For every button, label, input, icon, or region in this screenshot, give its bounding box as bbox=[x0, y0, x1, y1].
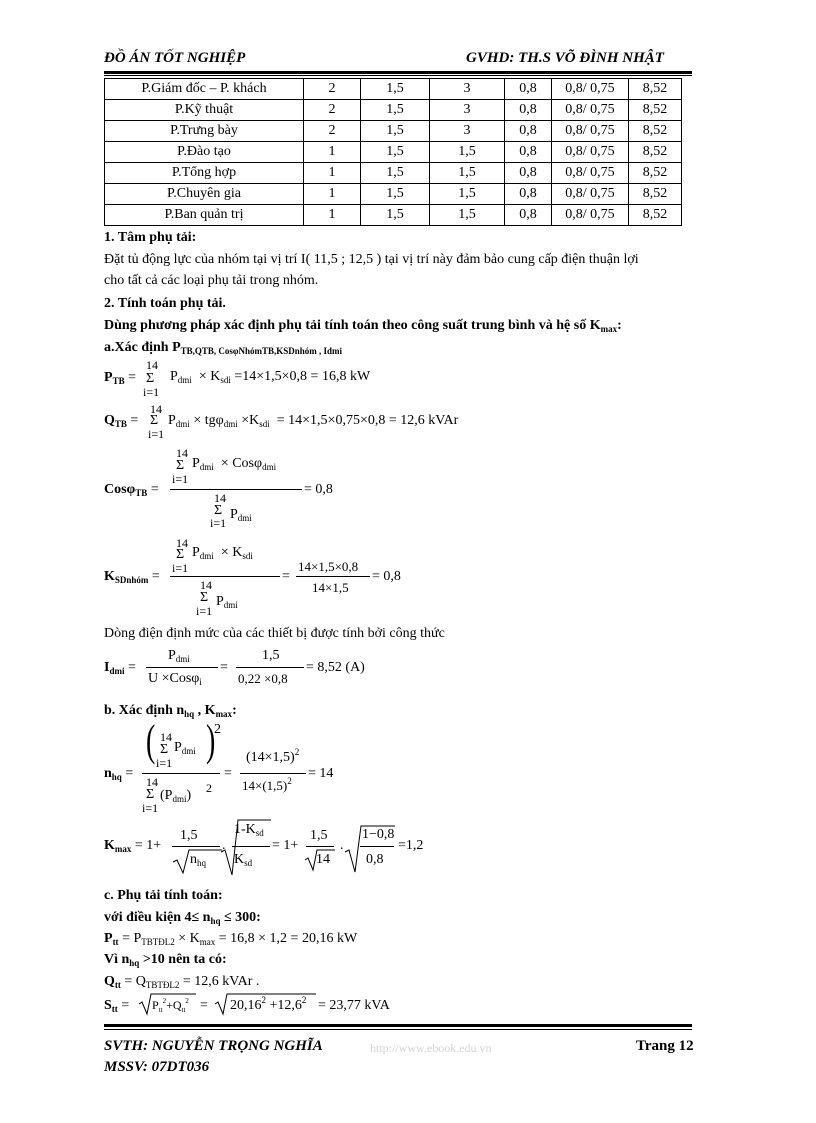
footer-student: SVTH: NGUYỄN TRỌNG NGHĨA bbox=[104, 1038, 323, 1054]
kmax-frac-bar bbox=[360, 846, 394, 847]
nhq-den-exp: 2 bbox=[206, 781, 212, 795]
table-cell: P.Giám đốc – P. khách bbox=[105, 79, 304, 100]
table-cell: 0,8 bbox=[505, 184, 552, 205]
stt-radicand: $20,16^2 +12,6^2$ bbox=[230, 995, 307, 1013]
table-cell: 0,8/ 0,75 bbox=[552, 100, 629, 121]
nhq-num-terms: $P_{dmi}$ bbox=[174, 740, 196, 756]
sec1-line1: Đặt tủ động lực của nhóm tại vị trí I( 11,5 ; 12,5 ) tại vị trí này đảm bảo cung cấp điện thuận lợi bbox=[104, 252, 639, 267]
qtb-terms: $P_{dmi} \times tg\varphi_{dmi} \times K_{sdi} = 14\times 1,5\times 0,75\times 0,8 = 12,6$ kVAr bbox=[168, 413, 459, 429]
footer-rule-thin bbox=[104, 1029, 692, 1030]
table-cell: 1,5 bbox=[361, 100, 430, 121]
ksd-num-value: 14×1,5×0,8 bbox=[298, 559, 359, 574]
load-table bbox=[104, 78, 682, 226]
ksd-num-sum-bottom: i=1 bbox=[172, 561, 189, 575]
ksd-den-sigma: Σ bbox=[200, 590, 209, 605]
stt-eq: = bbox=[200, 998, 208, 1013]
table-cell: 0,8 bbox=[505, 100, 552, 121]
stt-inner: $P_{tt}^2+Q_{tt}^2$ bbox=[152, 997, 189, 1014]
kmax-bar bbox=[172, 846, 220, 847]
nhq-eq: = bbox=[224, 766, 232, 781]
table-cell: 1,5 bbox=[361, 121, 430, 142]
table-cell: 0,8 bbox=[505, 163, 552, 184]
vi-line: Vì $n_{hq} >10$ nên ta có: bbox=[104, 952, 227, 968]
table-cell: 0,8/ 0,75 bbox=[552, 142, 629, 163]
kmax-nhq: $n_{hq}$ bbox=[190, 852, 206, 868]
table-cell: 0,8 bbox=[505, 205, 552, 226]
ksd-value-bar bbox=[296, 576, 370, 577]
idmi-intro: Dòng điện định mức của các thiết bị được tính bởi công thức bbox=[104, 626, 445, 641]
nhq-num-exp: 2 bbox=[214, 722, 221, 737]
idmi-den-sym: U ×Cosφ$_i$ bbox=[148, 671, 202, 687]
stt-line: $S_{tt}$ = bbox=[104, 998, 130, 1014]
secb-title: b. Xác định $n_{hq}$ , $K_{max}$: bbox=[104, 703, 237, 719]
ptt-line: $P_{tt} = P_{TBTĐL2} \times K_{max} = 16,8 \times 1,2 = 20,16$ kW bbox=[104, 931, 358, 947]
idmi-num-sym: $P_{dmi}$ bbox=[168, 648, 190, 664]
ksd-den-terms: $P_{dmi}$ bbox=[216, 594, 238, 610]
cos-num-sum-top: 14 bbox=[176, 446, 188, 460]
kmax-1-minus: 1−0,8 bbox=[362, 827, 395, 842]
table-cell: 1,5 bbox=[361, 163, 430, 184]
nhq-den-sum-bottom: i=1 bbox=[142, 801, 159, 815]
table-cell: 1 bbox=[304, 205, 361, 226]
footer-url[interactable]: http://www.ebook.edu.vn bbox=[370, 1041, 492, 1055]
ksd-den-sum-top: 14 bbox=[200, 578, 212, 592]
nhq-den-value: $14\times(1,5)^2$ bbox=[242, 776, 292, 793]
table-cell: 3 bbox=[430, 100, 505, 121]
cos-den-sum-top: 14 bbox=[214, 491, 226, 505]
table-cell: 8,52 bbox=[629, 184, 682, 205]
header-rule bbox=[104, 71, 692, 74]
kmax-num2: 1,5 bbox=[310, 828, 328, 843]
table-cell: P.Đào tạo bbox=[105, 142, 304, 163]
secc-title: c. Phụ tải tính toán: bbox=[104, 888, 223, 903]
qtb-sum-bottom: i=1 bbox=[148, 427, 165, 441]
cos-result: = 0,8 bbox=[304, 482, 333, 497]
kmax-formula: $K_{max} = 1+$ bbox=[104, 838, 162, 854]
ptb-sum-top: 14 bbox=[146, 358, 158, 372]
idmi-sym-bar bbox=[146, 667, 218, 668]
idmi-num: 1,5 bbox=[262, 648, 280, 663]
ksd-num-sum-top: 14 bbox=[176, 536, 188, 550]
idmi-formula: $I_{dmi}$ = bbox=[104, 660, 136, 676]
table-cell: 1 bbox=[304, 163, 361, 184]
header-rule-thin bbox=[104, 75, 692, 76]
table-cell: 8,52 bbox=[629, 142, 682, 163]
nhq-value-bar bbox=[240, 773, 306, 774]
table-cell: 0,8 bbox=[505, 121, 552, 142]
table-cell: 8,52 bbox=[629, 121, 682, 142]
footer-page: Trang 12 bbox=[636, 1038, 694, 1054]
kmax-ksd-bar bbox=[232, 846, 270, 847]
table-cell: 8,52 bbox=[629, 79, 682, 100]
table-cell: 0,8/ 0,75 bbox=[552, 205, 629, 226]
ksd-formula: $K_{SDnhóm}$ = bbox=[104, 569, 160, 585]
ksd-den-sum-bottom: i=1 bbox=[196, 604, 213, 618]
table-cell: 2 bbox=[304, 121, 361, 142]
sec1-title: 1. Tâm phụ tải: bbox=[104, 230, 197, 245]
table-cell: 0,8/ 0,75 bbox=[552, 184, 629, 205]
idmi-eq: = bbox=[220, 660, 228, 675]
table-row bbox=[105, 79, 682, 100]
sec2-title: 2. Tính toán phụ tải. bbox=[104, 296, 226, 311]
table-cell: 0,8/ 0,75 bbox=[552, 163, 629, 184]
kmax-08: 0,8 bbox=[366, 852, 384, 867]
kmax-dot: . bbox=[222, 838, 226, 853]
table-cell: 3 bbox=[430, 79, 505, 100]
table-cell: 1,5 bbox=[361, 205, 430, 226]
ksd-eq: = bbox=[282, 569, 290, 584]
table-cell: 1,5 bbox=[430, 142, 505, 163]
qtb-formula: $Q_{TB}$ = bbox=[104, 413, 139, 429]
table-cell: 8,52 bbox=[629, 205, 682, 226]
ksd-num-terms: $P_{dmi} \times K_{sdi}$ bbox=[192, 545, 253, 561]
table-cell: 1,5 bbox=[430, 163, 505, 184]
table-cell: 0,8 bbox=[505, 142, 552, 163]
stt-result: = 23,77 kVA bbox=[318, 998, 390, 1013]
nhq-den-sigma: Σ bbox=[146, 787, 155, 802]
sec2-a-title: a.Xác định $P_{TB,QTB, Cos\varphi NhómTB,KSDnhóm , Idmi}$ bbox=[104, 340, 343, 356]
nhq-num-sum-top: 14 bbox=[160, 730, 172, 744]
header-left: ĐỒ ÁN TỐT NGHIỆP bbox=[104, 50, 246, 66]
footer-mssv: MSSV: 07DT036 bbox=[104, 1059, 210, 1075]
kmax-mid: = 1+ bbox=[272, 838, 299, 853]
table-cell: 0,8 bbox=[505, 79, 552, 100]
kmax-result: =1,2 bbox=[398, 838, 424, 853]
table-cell: 3 bbox=[430, 121, 505, 142]
table-cell: 1,5 bbox=[430, 184, 505, 205]
cos-num-sum-bottom: i=1 bbox=[172, 472, 189, 486]
table-row bbox=[105, 205, 682, 226]
idmi-den: 0,22 ×0,8 bbox=[238, 671, 288, 686]
idmi-result: = 8,52 (A) bbox=[306, 660, 365, 675]
cos-formula: Cosφ$_{TB}$ = bbox=[104, 482, 159, 498]
cos-den-sigma: Σ bbox=[214, 503, 223, 518]
header-right: GVHD: TH.S VÕ ĐÌNH NHẬT bbox=[466, 50, 664, 66]
table-cell: P.Ban quản trị bbox=[105, 205, 304, 226]
nhq-formula: $n_{hq}$ = bbox=[104, 766, 134, 782]
table-cell: 2 bbox=[304, 100, 361, 121]
ksd-result: = 0,8 bbox=[372, 569, 401, 584]
ptb-sum-bottom: i=1 bbox=[143, 385, 160, 399]
nhq-num-value: $(14\times 1,5)^2$ bbox=[246, 747, 300, 765]
table-cell: 1,5 bbox=[361, 184, 430, 205]
nhq-num-sigma: Σ bbox=[160, 742, 169, 757]
qtb-sum-top: 14 bbox=[150, 402, 162, 416]
cos-den-terms: $P_{dmi}$ bbox=[230, 507, 252, 523]
kmax-dot2: . bbox=[340, 838, 344, 853]
footer-rule bbox=[104, 1024, 692, 1027]
table-row bbox=[105, 142, 682, 163]
nhq-result: = 14 bbox=[308, 766, 334, 781]
idmi-bar bbox=[236, 667, 304, 668]
nhq-den-terms: $(P_{dmi})$ bbox=[160, 788, 192, 804]
nhq-num-sum-bottom: i=1 bbox=[156, 756, 173, 770]
table-cell: 8,52 bbox=[629, 163, 682, 184]
sec2-method: Dùng phương pháp xác định phụ tải tính toán theo công suất trung bình và hệ số $K_{max}$: bbox=[104, 318, 622, 334]
ksd-num-sigma: Σ bbox=[176, 547, 185, 562]
table-cell: P.Tổng hợp bbox=[105, 163, 304, 184]
ptb-sigma: Σ bbox=[146, 371, 155, 386]
table-cell: 0,8/ 0,75 bbox=[552, 121, 629, 142]
table-cell: P.Chuyên gia bbox=[105, 184, 304, 205]
nhq-fraction-bar bbox=[142, 773, 220, 774]
table-cell: 1,5 bbox=[430, 205, 505, 226]
table-row bbox=[105, 184, 682, 205]
table-row bbox=[105, 121, 682, 142]
kmax-num: 1,5 bbox=[180, 828, 198, 843]
cos-num-sigma: Σ bbox=[176, 458, 185, 473]
table-row bbox=[105, 163, 682, 184]
cos-num-terms: $P_{dmi} \times Cos\varphi_{dmi}$ bbox=[192, 456, 277, 472]
table-cell: P.Kỹ thuật bbox=[105, 100, 304, 121]
kmax-1-ksd: $1-K_{sd}$ bbox=[234, 822, 264, 838]
nhq-den-sum-top: 14 bbox=[146, 775, 158, 789]
nhq-paren-right: ) bbox=[206, 716, 216, 766]
sec1-line2: cho tất cả các loại phụ tải trong nhóm. bbox=[104, 273, 319, 288]
ptb-formula: $P_{TB}$ = bbox=[104, 370, 136, 386]
kmax-bar2 bbox=[306, 846, 334, 847]
ksd-fraction-bar bbox=[170, 576, 280, 577]
qtt-line: $Q_{tt} = Q_{TBTĐL2} = 12,6$ kVAr . bbox=[104, 974, 260, 990]
table-cell: 1 bbox=[304, 142, 361, 163]
secc-condition: với điều kiện $4\le n_{hq} \le 300$: bbox=[104, 910, 261, 926]
table-cell: 8,52 bbox=[629, 100, 682, 121]
table-cell: 1,5 bbox=[361, 142, 430, 163]
ptb-terms: $P_{dmi} \times K_{sdi} =14\times 1,5\times 0,8 = 16,8$ kW bbox=[170, 369, 371, 385]
cos-den-sum-bottom: i=1 bbox=[210, 516, 227, 530]
table-cell: 1 bbox=[304, 184, 361, 205]
table-cell: 0,8/ 0,75 bbox=[552, 79, 629, 100]
table-row bbox=[105, 100, 682, 121]
table-cell: 2 bbox=[304, 79, 361, 100]
ksd-den-value: 14×1,5 bbox=[312, 580, 349, 595]
cos-fraction-bar bbox=[170, 489, 302, 490]
table-cell: 1,5 bbox=[361, 79, 430, 100]
kmax-ksd-den: $K_{sd}$ bbox=[234, 852, 253, 868]
table-cell: P.Trưng bày bbox=[105, 121, 304, 142]
nhq-paren-left: ( bbox=[146, 716, 156, 766]
qtb-sigma: Σ bbox=[150, 413, 159, 428]
kmax-sqrt14: 14 bbox=[316, 852, 330, 867]
